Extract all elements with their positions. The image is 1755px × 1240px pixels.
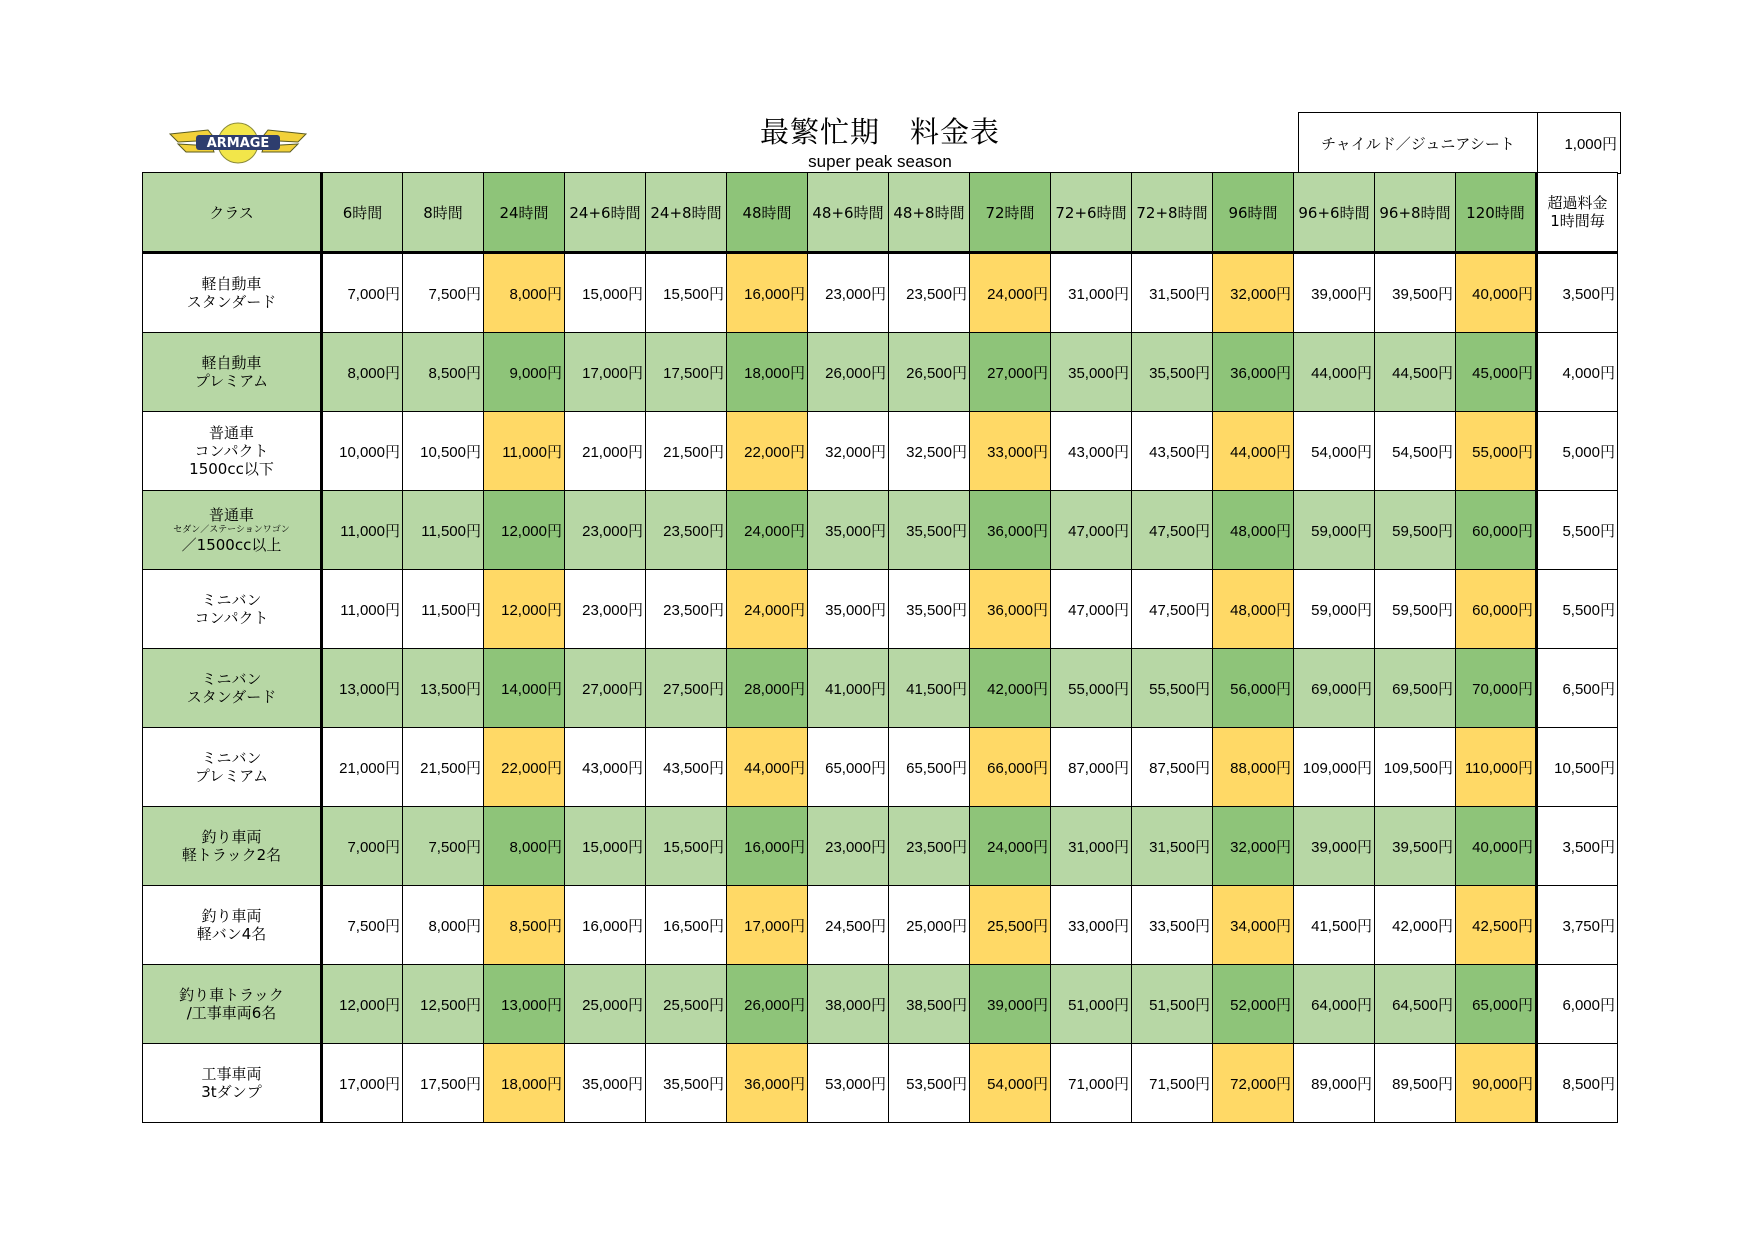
price-cell: 10,000円 [322, 412, 403, 491]
price-cell: 89,500円 [1375, 1044, 1456, 1123]
overtime-price: 6,500円 [1537, 649, 1618, 728]
header-cell: 6時間 [322, 173, 403, 253]
price-cell: 39,000円 [1294, 253, 1375, 333]
price-cell: 35,000円 [1051, 333, 1132, 412]
logo-text: ARMAGE [206, 136, 270, 151]
header-cell: 72時間 [970, 173, 1051, 253]
overtime-price: 8,500円 [1537, 1044, 1618, 1123]
price-cell: 11,000円 [322, 491, 403, 570]
price-cell: 36,000円 [727, 1044, 808, 1123]
price-cell: 47,000円 [1051, 491, 1132, 570]
vehicle-class [143, 412, 322, 491]
price-cell: 41,000円 [808, 649, 889, 728]
price-cell: 41,500円 [889, 649, 970, 728]
vehicle-class-line: 軽自動車 [201, 275, 262, 293]
vehicle-class [143, 333, 322, 412]
price-cell: 17,000円 [565, 333, 646, 412]
price-cell: 60,000円 [1456, 491, 1537, 570]
vehicle-class-line: コンパクト [194, 442, 269, 460]
price-cell: 42,000円 [1375, 886, 1456, 965]
vehicle-class [143, 1044, 322, 1123]
price-cell: 59,500円 [1375, 491, 1456, 570]
price-cell: 27,000円 [970, 333, 1051, 412]
price-cell: 8,500円 [484, 886, 565, 965]
table-row [143, 491, 1618, 570]
price-cell: 60,000円 [1456, 570, 1537, 649]
price-cell: 32,500円 [889, 412, 970, 491]
price-cell: 24,000円 [970, 253, 1051, 333]
price-cell: 44,000円 [727, 728, 808, 807]
vehicle-class [143, 570, 322, 649]
price-cell: 59,000円 [1294, 570, 1375, 649]
price-cell: 25,500円 [970, 886, 1051, 965]
price-cell: 27,000円 [565, 649, 646, 728]
price-cell: 23,500円 [646, 570, 727, 649]
price-cell: 22,000円 [727, 412, 808, 491]
child-seat-table [1298, 112, 1621, 174]
vehicle-class-line: 釣り車両 [201, 907, 262, 925]
price-cell: 39,000円 [1294, 807, 1375, 886]
price-cell: 59,500円 [1375, 570, 1456, 649]
overtime-price: 4,000円 [1537, 333, 1618, 412]
header-cell: 48+6時間 [808, 173, 889, 253]
price-cell: 66,000円 [970, 728, 1051, 807]
vehicle-class-line: プレミアム [194, 767, 269, 785]
vehicle-class-line: 釣り車両 [201, 828, 262, 846]
table-row [143, 649, 1618, 728]
price-cell: 23,000円 [565, 570, 646, 649]
price-cell: 41,500円 [1294, 886, 1375, 965]
price-cell: 23,000円 [808, 807, 889, 886]
price-cell: 35,500円 [889, 570, 970, 649]
price-cell: 65,000円 [1456, 965, 1537, 1044]
price-cell: 33,000円 [1051, 886, 1132, 965]
price-cell: 72,000円 [1213, 1044, 1294, 1123]
price-cell: 43,500円 [646, 728, 727, 807]
price-cell: 88,000円 [1213, 728, 1294, 807]
price-cell: 54,500円 [1375, 412, 1456, 491]
header-row [143, 173, 1618, 253]
price-cell: 44,000円 [1213, 412, 1294, 491]
price-cell: 23,500円 [889, 807, 970, 886]
table-row [143, 886, 1618, 965]
overtime-price: 10,500円 [1537, 728, 1618, 807]
price-cell: 38,000円 [808, 965, 889, 1044]
vehicle-class-line: 工事車両 [201, 1065, 262, 1083]
price-cell: 35,000円 [808, 491, 889, 570]
vehicle-class [143, 649, 322, 728]
vehicle-class-line: 普通車 [208, 424, 254, 442]
price-cell: 35,500円 [889, 491, 970, 570]
header-cell: 96+8時間 [1375, 173, 1456, 253]
price-cell: 24,000円 [727, 570, 808, 649]
price-cell: 33,500円 [1132, 886, 1213, 965]
price-cell: 14,000円 [484, 649, 565, 728]
header-cell: 8時間 [403, 173, 484, 253]
price-cell: 10,500円 [403, 412, 484, 491]
price-cell: 48,000円 [1213, 570, 1294, 649]
price-cell: 53,000円 [808, 1044, 889, 1123]
vehicle-class [143, 807, 322, 886]
price-cell: 11,000円 [322, 570, 403, 649]
price-cell: 87,000円 [1051, 728, 1132, 807]
price-cell: 25,500円 [646, 965, 727, 1044]
header-cell: 48時間 [727, 173, 808, 253]
table-row [143, 728, 1618, 807]
vehicle-class [143, 253, 322, 333]
price-cell: 89,000円 [1294, 1044, 1375, 1123]
price-cell: 26,000円 [808, 333, 889, 412]
price-cell: 17,500円 [646, 333, 727, 412]
table-row [143, 253, 1618, 333]
price-cell: 33,000円 [970, 412, 1051, 491]
price-cell: 43,000円 [565, 728, 646, 807]
child-seat-label: チャイルド／ジュニアシート [1299, 113, 1538, 174]
price-cell: 110,000円 [1456, 728, 1537, 807]
price-cell: 38,500円 [889, 965, 970, 1044]
price-cell: 16,000円 [727, 253, 808, 333]
price-cell: 51,500円 [1132, 965, 1213, 1044]
price-cell: 13,000円 [484, 965, 565, 1044]
price-cell: 35,500円 [646, 1044, 727, 1123]
vehicle-class-line: コンパクト [194, 609, 269, 627]
price-cell: 31,000円 [1051, 253, 1132, 333]
header-cell: 96+6時間 [1294, 173, 1375, 253]
price-cell: 11,000円 [484, 412, 565, 491]
price-cell: 54,000円 [970, 1044, 1051, 1123]
price-cell: 65,000円 [808, 728, 889, 807]
header-cell: 48+8時間 [889, 173, 970, 253]
price-cell: 42,000円 [970, 649, 1051, 728]
table-row [143, 1044, 1618, 1123]
price-cell: 90,000円 [1456, 1044, 1537, 1123]
page-title: 最繁忙期 料金表 [759, 115, 1000, 149]
price-cell: 17,000円 [322, 1044, 403, 1123]
price-cell: 23,500円 [889, 253, 970, 333]
price-cell: 15,000円 [565, 807, 646, 886]
price-cell: 71,000円 [1051, 1044, 1132, 1123]
price-cell: 23,500円 [646, 491, 727, 570]
vehicle-class-line: スタンダード [186, 293, 277, 311]
price-cell: 35,000円 [565, 1044, 646, 1123]
vehicle-class-line: 軽トラック2名 [181, 846, 282, 864]
price-cell: 24,000円 [727, 491, 808, 570]
overtime-price: 6,000円 [1537, 965, 1618, 1044]
vehicle-class [143, 886, 322, 965]
price-cell: 31,500円 [1132, 807, 1213, 886]
header-cell: 24+6時間 [565, 173, 646, 253]
price-cell: 109,500円 [1375, 728, 1456, 807]
vehicle-class-line: ミニバン [201, 591, 262, 609]
price-cell: 48,000円 [1213, 491, 1294, 570]
price-cell: 8,000円 [484, 253, 565, 333]
header-cell: 72+6時間 [1051, 173, 1132, 253]
page-subtitle: super peak season [808, 152, 952, 171]
price-cell: 21,000円 [322, 728, 403, 807]
price-cell: 55,000円 [1051, 649, 1132, 728]
price-cell: 32,000円 [808, 412, 889, 491]
table-row [143, 333, 1618, 412]
vehicle-class-line: /工事車両6名 [186, 1004, 277, 1022]
vehicle-class [143, 965, 322, 1044]
vehicle-class-line: ミニバン [201, 749, 262, 767]
table-row [143, 965, 1618, 1044]
price-cell: 27,500円 [646, 649, 727, 728]
price-cell: 12,000円 [484, 491, 565, 570]
price-cell: 21,500円 [403, 728, 484, 807]
price-cell: 7,000円 [322, 807, 403, 886]
vehicle-class-line: プレミアム [194, 372, 269, 390]
price-cell: 35,000円 [808, 570, 889, 649]
price-cell: 7,500円 [322, 886, 403, 965]
price-cell: 8,500円 [403, 333, 484, 412]
vehicle-class [143, 728, 322, 807]
price-cell: 21,000円 [565, 412, 646, 491]
vehicle-class-line: 普通車 [208, 506, 254, 524]
price-cell: 7,500円 [403, 807, 484, 886]
table-row [143, 570, 1618, 649]
price-cell: 18,000円 [484, 1044, 565, 1123]
price-cell: 39,500円 [1375, 807, 1456, 886]
header-cell: 120時間 [1456, 173, 1537, 253]
vehicle-class [143, 491, 322, 570]
vehicle-class-line: ／1500cc以上 [181, 536, 282, 554]
overtime-price: 3,500円 [1537, 253, 1618, 333]
price-cell: 47,000円 [1051, 570, 1132, 649]
vehicle-class-line: セダン／ステーションワゴン [173, 525, 290, 535]
price-cell: 17,500円 [403, 1044, 484, 1123]
price-cell: 22,000円 [484, 728, 565, 807]
price-cell: 36,000円 [1213, 333, 1294, 412]
price-cell: 64,500円 [1375, 965, 1456, 1044]
price-cell: 24,000円 [970, 807, 1051, 886]
price-cell: 13,500円 [403, 649, 484, 728]
price-cell: 31,000円 [1051, 807, 1132, 886]
price-cell: 70,000円 [1456, 649, 1537, 728]
price-cell: 69,500円 [1375, 649, 1456, 728]
price-cell: 26,500円 [889, 333, 970, 412]
price-cell: 71,500円 [1132, 1044, 1213, 1123]
vehicle-class-line: 1500cc以下 [189, 460, 274, 478]
vehicle-class-line: スタンダード [186, 688, 277, 706]
price-cell: 11,500円 [403, 491, 484, 570]
price-cell: 16,000円 [727, 807, 808, 886]
price-cell: 44,000円 [1294, 333, 1375, 412]
price-cell: 40,000円 [1456, 807, 1537, 886]
vehicle-class-line: 軽バン4名 [196, 925, 267, 943]
header-cell: 24時間 [484, 173, 565, 253]
price-cell: 40,000円 [1456, 253, 1537, 333]
header-cell: 超過料金 1時間毎 [1537, 173, 1618, 253]
overtime-price: 3,750円 [1537, 886, 1618, 965]
price-cell: 8,000円 [403, 886, 484, 965]
price-cell: 13,000円 [322, 649, 403, 728]
header-class: クラス [143, 173, 322, 253]
table-row [143, 807, 1618, 886]
price-cell: 28,000円 [727, 649, 808, 728]
price-cell: 18,000円 [727, 333, 808, 412]
price-cell: 12,000円 [484, 570, 565, 649]
price-cell: 35,500円 [1132, 333, 1213, 412]
price-cell: 7,000円 [322, 253, 403, 333]
price-cell: 25,000円 [565, 965, 646, 1044]
price-cell: 26,000円 [727, 965, 808, 1044]
price-cell: 54,000円 [1294, 412, 1375, 491]
price-cell: 44,500円 [1375, 333, 1456, 412]
price-cell: 43,500円 [1132, 412, 1213, 491]
price-cell: 8,000円 [322, 333, 403, 412]
price-cell: 25,000円 [889, 886, 970, 965]
header-cell: 72+8時間 [1132, 173, 1213, 253]
price-cell: 87,500円 [1132, 728, 1213, 807]
table-row [143, 412, 1618, 491]
price-cell: 23,000円 [565, 491, 646, 570]
price-cell: 45,000円 [1456, 333, 1537, 412]
price-cell: 55,000円 [1456, 412, 1537, 491]
price-cell: 7,500円 [403, 253, 484, 333]
price-cell: 64,000円 [1294, 965, 1375, 1044]
price-cell: 65,500円 [889, 728, 970, 807]
price-cell: 15,000円 [565, 253, 646, 333]
child-seat-price: 1,000円 [1538, 113, 1621, 174]
price-cell: 47,500円 [1132, 491, 1213, 570]
price-cell: 42,500円 [1456, 886, 1537, 965]
vehicle-class-line: 3tダンプ [201, 1083, 262, 1101]
price-cell: 12,500円 [403, 965, 484, 1044]
price-cell: 32,000円 [1213, 807, 1294, 886]
price-cell: 53,500円 [889, 1044, 970, 1123]
price-cell: 11,500円 [403, 570, 484, 649]
price-cell: 34,000円 [1213, 886, 1294, 965]
vehicle-class-line: 軽自動車 [201, 354, 262, 372]
price-cell: 16,500円 [646, 886, 727, 965]
price-cell: 17,000円 [727, 886, 808, 965]
header-cell: 24+8時間 [646, 173, 727, 253]
price-cell: 109,000円 [1294, 728, 1375, 807]
price-cell: 15,500円 [646, 253, 727, 333]
price-cell: 24,500円 [808, 886, 889, 965]
vehicle-class-line: 釣り車トラック [179, 986, 284, 1004]
overtime-price: 3,500円 [1537, 807, 1618, 886]
overtime-price: 5,000円 [1537, 412, 1618, 491]
price-cell: 36,000円 [970, 570, 1051, 649]
price-cell: 8,000円 [484, 807, 565, 886]
price-cell: 36,000円 [970, 491, 1051, 570]
price-cell: 59,000円 [1294, 491, 1375, 570]
price-cell: 51,000円 [1051, 965, 1132, 1044]
vehicle-class-line: ミニバン [201, 670, 262, 688]
armage-logo [168, 116, 308, 170]
overtime-price: 5,500円 [1537, 570, 1618, 649]
price-cell: 31,500円 [1132, 253, 1213, 333]
header-cell: 96時間 [1213, 173, 1294, 253]
price-cell: 16,000円 [565, 886, 646, 965]
price-cell: 21,500円 [646, 412, 727, 491]
rate-table [142, 172, 1618, 1123]
price-cell: 9,000円 [484, 333, 565, 412]
price-cell: 47,500円 [1132, 570, 1213, 649]
price-cell: 32,000円 [1213, 253, 1294, 333]
price-cell: 15,500円 [646, 807, 727, 886]
price-cell: 43,000円 [1051, 412, 1132, 491]
price-cell: 23,000円 [808, 253, 889, 333]
price-cell: 12,000円 [322, 965, 403, 1044]
price-cell: 55,500円 [1132, 649, 1213, 728]
price-cell: 39,500円 [1375, 253, 1456, 333]
price-cell: 69,000円 [1294, 649, 1375, 728]
price-cell: 39,000円 [970, 965, 1051, 1044]
price-cell: 52,000円 [1213, 965, 1294, 1044]
overtime-price: 5,500円 [1537, 491, 1618, 570]
price-cell: 56,000円 [1213, 649, 1294, 728]
